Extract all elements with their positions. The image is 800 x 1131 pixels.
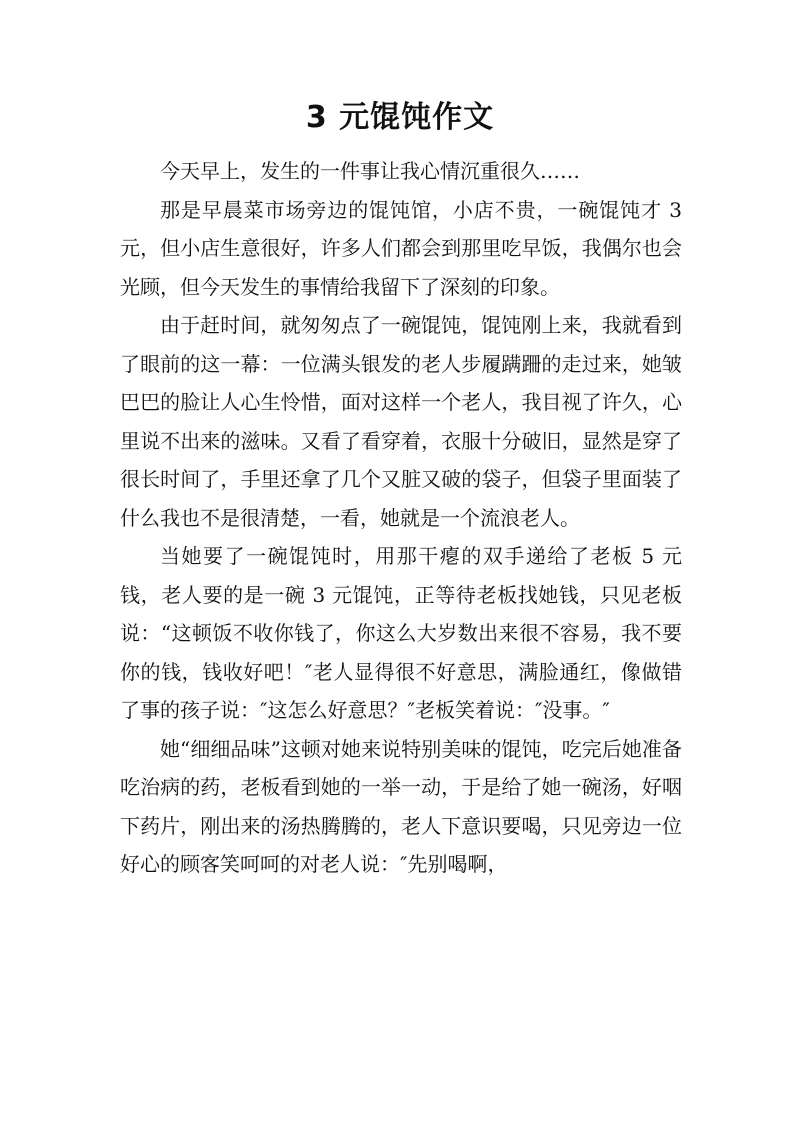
document-body (120, 152, 682, 884)
paragraph: 她“细细品味”这顿对她来说特别美味的馄饨，吃完后她准备吃治病的药，老板看到她的一举一动，于是给了她一碗汤，好咽下药片，刚出来的汤热腾腾的，老人下意识要喝，只见旁边一位好心的顾客笑呵呵的对老人说：″先别喝啊， (120, 736, 682, 876)
paragraph: 由于赶时间，就匆匆点了一碗馄饨，馄饨刚上来，我就看到了眼前的这一幕：一位满头银发的老人步履蹒跚的走过来，她皱巴巴的脸让人心生怜惜，面对这样一个老人，我目视了许久，心里说不出来的滋味。又看了看穿着，衣服十分破旧，显然是穿了很长时间了，手里还拿了几个又脏又破的袋子，但袋子里面装了什么我也不是很清楚，一看，她就是一个流浪老人。 (120, 313, 682, 530)
paragraph: 当她要了一碗馄饨时，用那干瘪的双手递给了老板 5 元钱，老人要的是一碗 3 元馄饨，正等待老板找她钱，只见老板说：“这顿饭不收你钱了，你这么大岁数出来很不容易，我不要你的钱，钱收好吧！″老人显得很不好意思，满脸通红，像做错了事的孩子说：″这怎么好意思？″老板笑着说：″没事。″ (120, 544, 682, 722)
document-title: 3 元馄饨作文 (305, 100, 495, 135)
paragraph: 那是早晨菜市场旁边的馄饨馆，小店不贵，一碗馄饨才 3 元，但小店生意很好，许多人们都会到那里吃早饭，我偶尔也会光顾，但今天发生的事情给我留下了深刻的印象。 (120, 197, 682, 299)
paragraph: 今天早上，发生的一件事让我心情沉重很久…… (160, 159, 580, 183)
